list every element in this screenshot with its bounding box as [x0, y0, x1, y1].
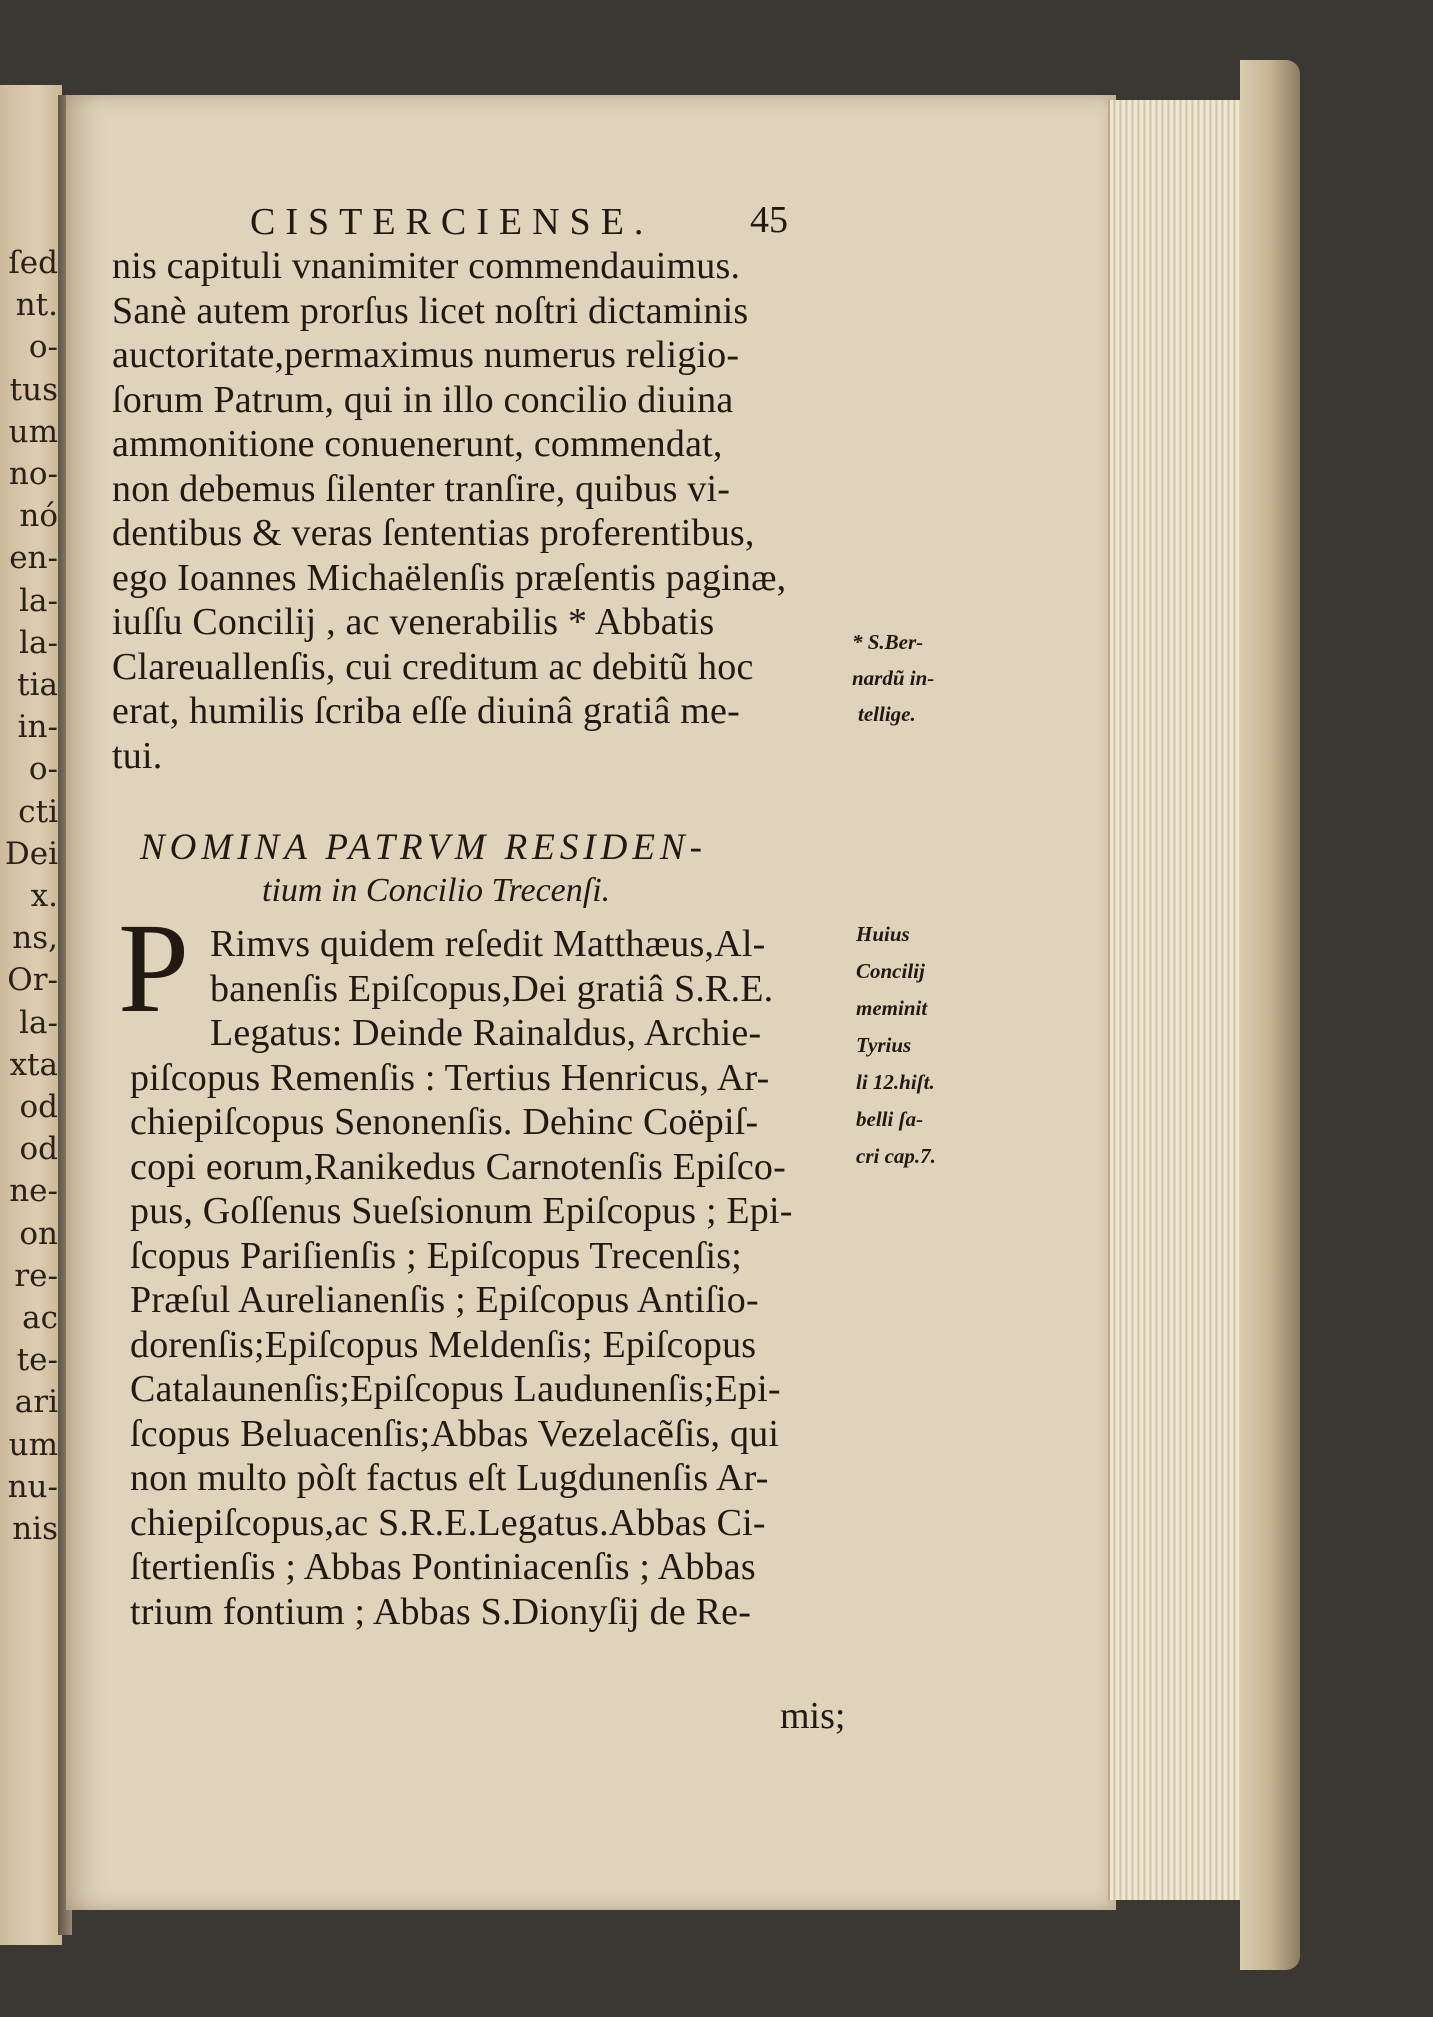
- facing-page-fragment: ns,: [12, 920, 58, 957]
- margin-note: * S.Ber-: [852, 630, 924, 654]
- facing-page-fragment: o-: [28, 751, 58, 788]
- text-line: ſcopus Beluacenſis;Abbas Vezelacẽſis, qui: [130, 1412, 780, 1455]
- facing-page-fragment: x.: [30, 878, 58, 914]
- text-line: ſorum Patrum, qui in illo concilio diuina: [112, 378, 734, 421]
- margin-note: nardũ in-: [852, 666, 935, 690]
- text-line: chiepiſcopus Senonenſis. Dehinc Coëpiſ-: [130, 1101, 759, 1143]
- facing-page-fragment: on: [19, 1215, 58, 1252]
- page-number: 45: [750, 199, 788, 241]
- text-line: Rimvs quidem reſedit Matthæus,Al-: [210, 923, 766, 965]
- facing-page-fragment: te-: [16, 1342, 58, 1379]
- facing-page-fragment: um: [8, 413, 58, 450]
- text-line: Sanè autem prorſus licet noſtri dictaminis: [112, 289, 749, 332]
- text-line: Legatus: Deinde Rainaldus, Archie-: [210, 1012, 762, 1054]
- text-line: piſcopus Remenſis : Tertius Henricus, Ar-: [130, 1056, 770, 1099]
- text-line: non multo pòſt factus eſt Lugdunenſis Ar-: [130, 1457, 769, 1499]
- text-line: ammonitione conuenerunt, commendat,: [112, 423, 723, 465]
- facing-page-fragment: ſed: [8, 245, 58, 281]
- facing-page-fragment: nu-: [7, 1468, 58, 1505]
- facing-page-fragment: in-: [17, 709, 58, 746]
- facing-page-fragment: xta: [9, 1046, 58, 1083]
- margin-note: tellige.: [858, 702, 916, 726]
- facing-page-fragment: Dei: [4, 835, 58, 872]
- facing-page-fragment: o-: [28, 329, 58, 366]
- facing-page-fragment: re-: [14, 1257, 58, 1294]
- facing-page-fragment: ne-: [9, 1173, 58, 1210]
- book-cover-edge: [1240, 60, 1300, 1970]
- text-line: nis capituli vnanimiter commendauimus.: [112, 245, 741, 287]
- facing-page-fragment: tus: [9, 371, 58, 408]
- text-line: Præſul Aurelianenſis ; Epiſcopus Antiſio-: [130, 1279, 759, 1321]
- text-line: iuſſu Concilij , ac venerabilis * Abbatis: [112, 601, 715, 643]
- text-line: dorenſis;Epiſcopus Meldenſis; Epiſcopus: [130, 1323, 757, 1366]
- text-line: tui.: [112, 734, 163, 777]
- facing-page-fragment: la-: [19, 1004, 58, 1041]
- facing-page-fragment: od: [19, 1089, 58, 1125]
- text-line: auctoritate,permaximus numerus religio-: [112, 334, 740, 376]
- text-line: dentibus & veras ſententias proferentibus,: [112, 512, 755, 554]
- text-line: non debemus ſilenter tranſire, quibus vi-: [112, 467, 731, 510]
- facing-page-fragment: Or-: [7, 962, 58, 999]
- text-line: ſtertienſis ; Abbas Pontiniacenſis ; Abbas: [130, 1546, 756, 1588]
- page-edges: [1108, 100, 1250, 1900]
- facing-page-fragment: tia: [17, 667, 58, 703]
- margin-note: li 12.hiſt.: [856, 1070, 935, 1094]
- facing-page-fragment: en-: [9, 540, 58, 577]
- margin-note: cri cap.7.: [856, 1144, 936, 1168]
- facing-page-fragment: ari: [14, 1384, 58, 1421]
- text-line: ſcopus Pariſienſis ; Epiſcopus Trecenſis;: [130, 1234, 742, 1277]
- text-line: ego Ioannes Michaëlenſis præſentis paginæ,: [112, 556, 787, 599]
- margin-note: Tyrius: [856, 1033, 912, 1057]
- drop-cap: P: [118, 897, 190, 1039]
- facing-page-fragment: nis: [12, 1511, 58, 1547]
- catchword: mis;: [780, 1695, 846, 1737]
- facing-page-fragment: no-: [8, 456, 58, 492]
- facing-page-fragment: nó: [19, 498, 58, 535]
- running-title: CISTERCIENSE.: [250, 201, 654, 243]
- facing-page-fragment: cti: [18, 793, 58, 830]
- text-line: chiepiſcopus,ac S.R.E.Legatus.Abbas Ci-: [130, 1501, 766, 1544]
- text-line: copi eorum,Ranikedus Carnotenſis Epiſco-: [130, 1145, 786, 1188]
- facing-page-fragment: la-: [19, 582, 58, 619]
- text-line: Catalaunenſis;Epiſcopus Laudunenſis;Epi-: [130, 1368, 781, 1410]
- facing-page-fragment: la-: [19, 624, 58, 661]
- facing-page-fragment: od: [19, 1131, 58, 1168]
- text-line: banenſis Epiſcopus,Dei gratiâ S.R.E.: [210, 967, 774, 1010]
- text-line: erat, humilis ſcriba eſſe diuinâ gratiâ me-: [112, 690, 740, 732]
- text-line: Clareuallenſis, cui creditum ac debitũ hoc: [112, 645, 754, 688]
- facing-page-fragment: nt.: [15, 287, 58, 324]
- margin-note: belli ſa-: [856, 1107, 924, 1131]
- facing-page-fragment: um: [8, 1426, 58, 1463]
- margin-note: Concilij: [856, 959, 925, 983]
- margin-note: Huius: [856, 922, 910, 946]
- margin-note: meminit: [856, 996, 928, 1020]
- facing-page: [0, 85, 62, 1945]
- text-line: pus, Goſſenus Sueſsionum Epiſcopus ; Epi-: [130, 1190, 793, 1232]
- section-heading-line2: tium in Concilio Trecenſi.: [262, 872, 611, 909]
- text-line: trium fontium ; Abbas S.Dionyſij de Re-: [130, 1590, 752, 1633]
- section-heading-line1: NOMINA PATRVM RESIDEN-: [140, 827, 707, 868]
- facing-page-fragment: ac: [22, 1300, 58, 1336]
